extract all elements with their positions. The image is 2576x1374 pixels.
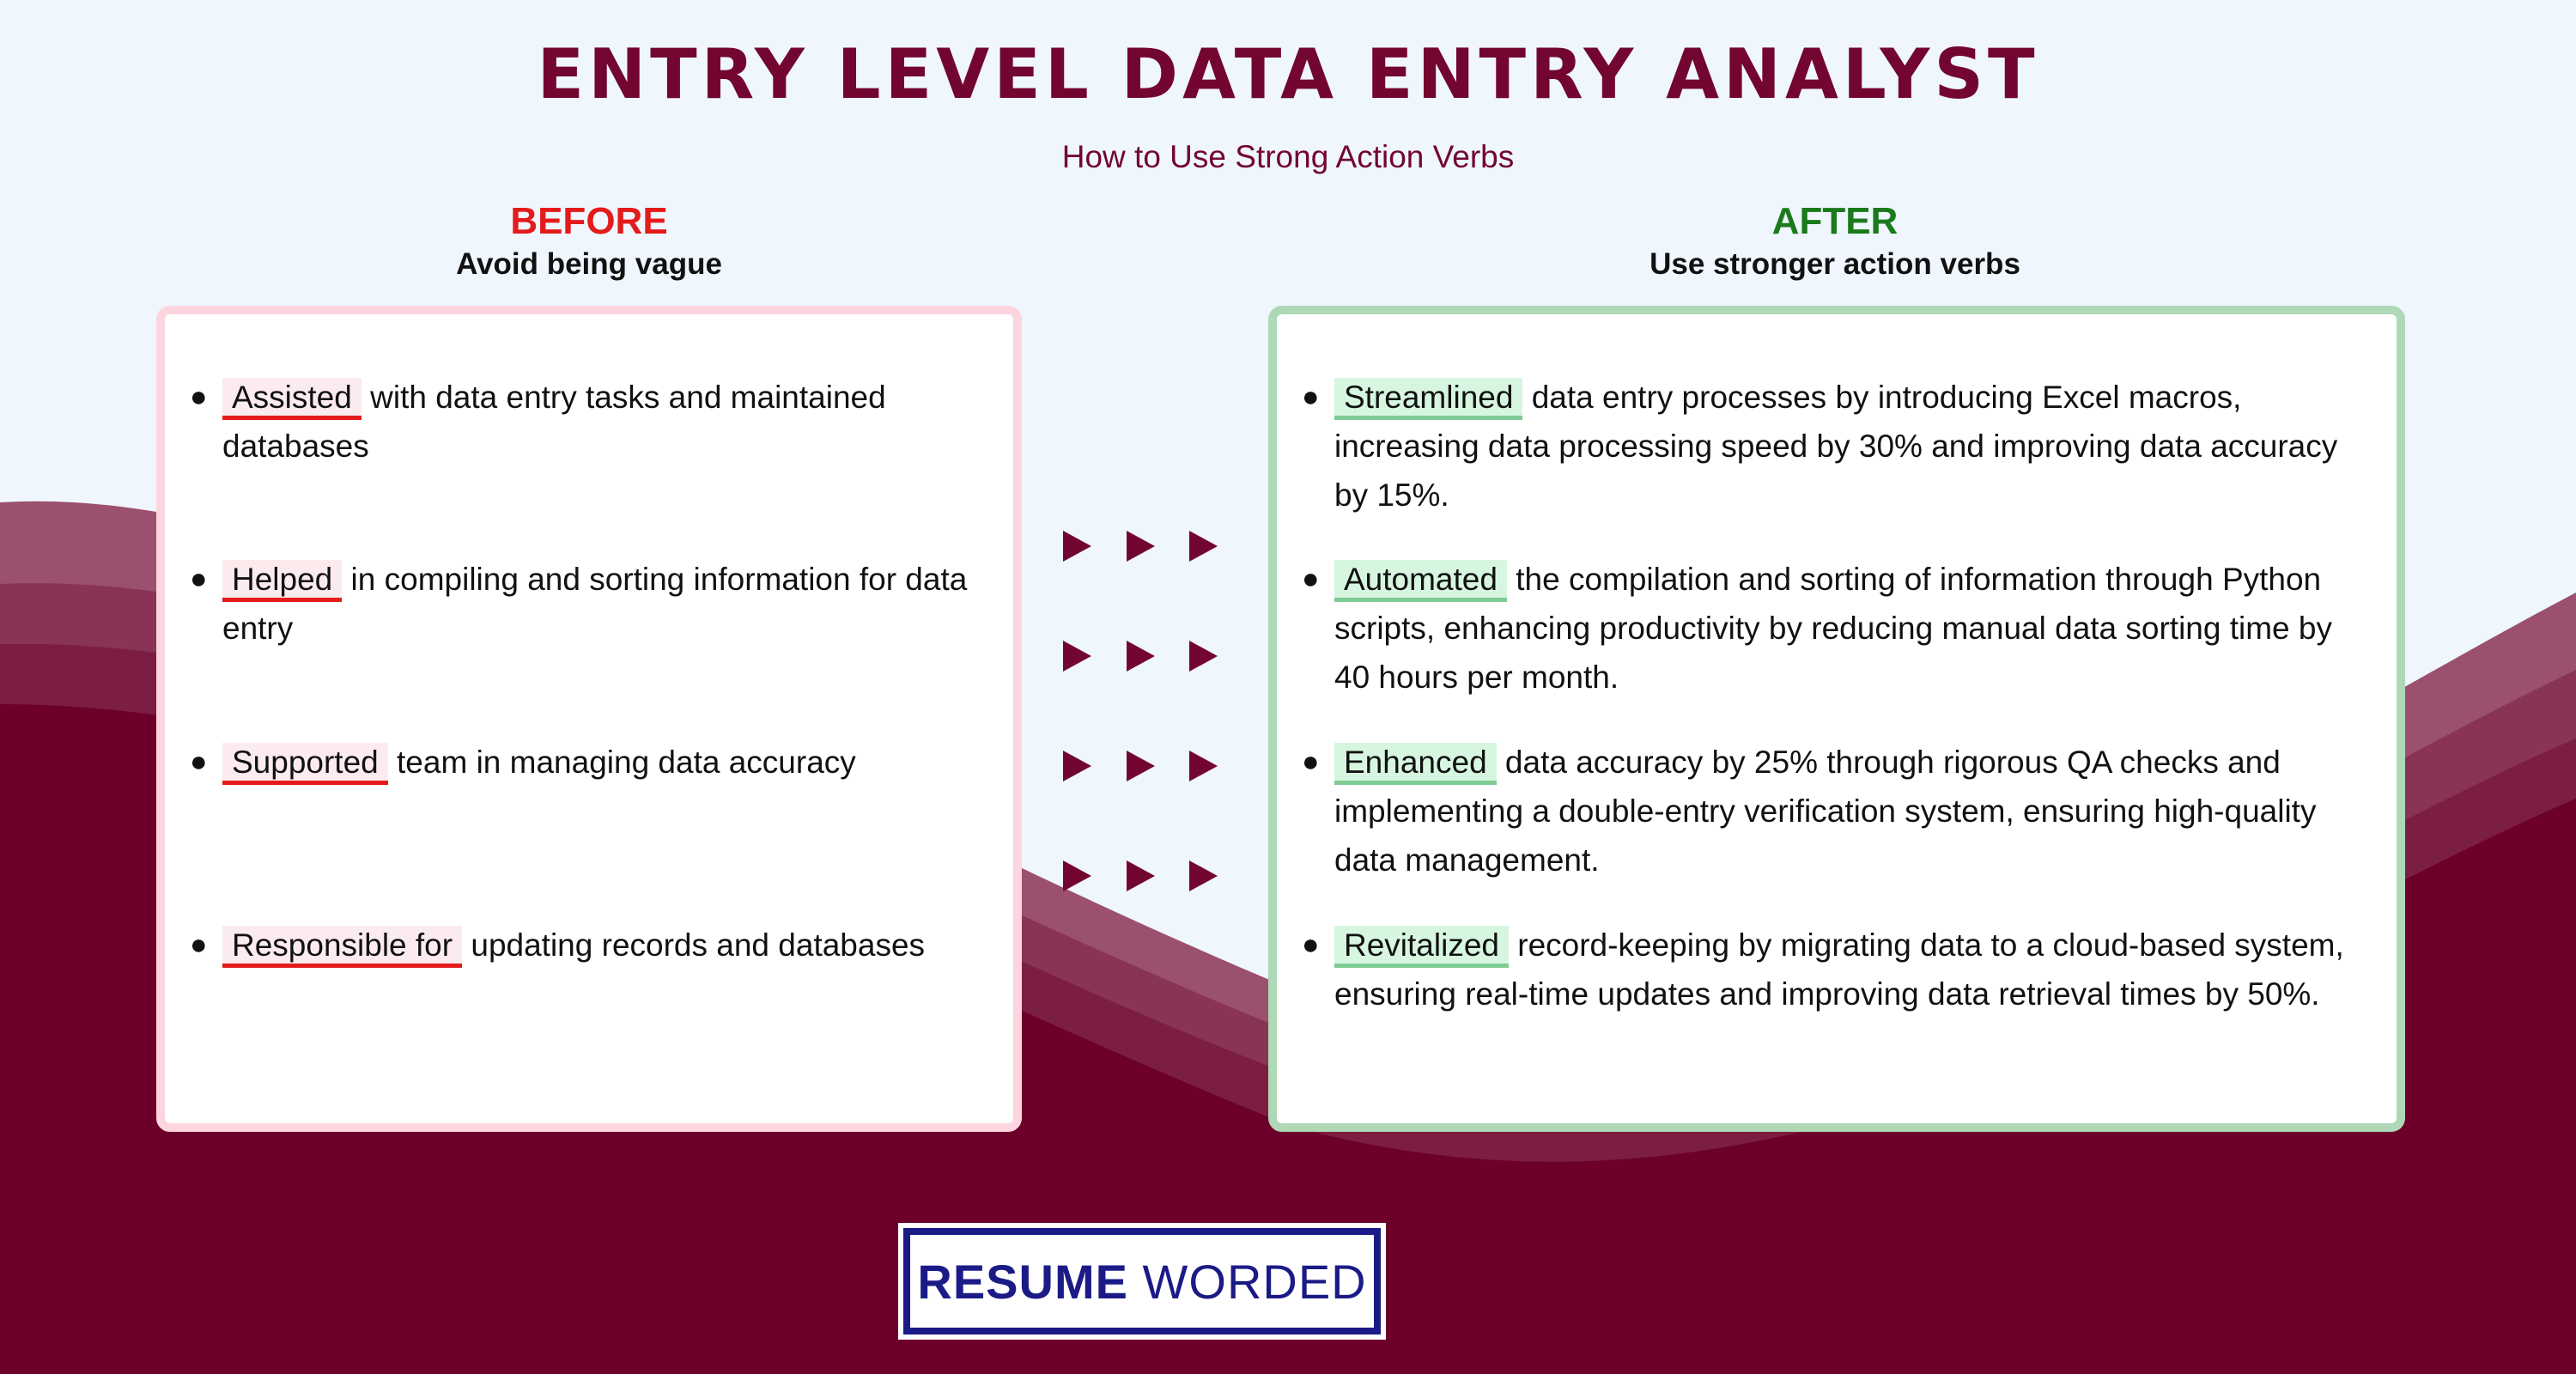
bullet-icon: ● [1302, 380, 1320, 413]
after-item [1302, 373, 2348, 520]
after-item [1302, 555, 2348, 702]
before-text: updating records and databases [462, 927, 926, 963]
resume-worded-logo [903, 1228, 1381, 1334]
after-text: data entry processes by introducing Excel macros, increasing data processing speed by 30% and improving data accuracy by 15%. [1334, 380, 2338, 513]
after-verb: Automated [1334, 560, 1507, 602]
after-verb: Enhanced [1334, 743, 1497, 785]
arrow-right-icon [1127, 531, 1155, 562]
bullet-icon: ● [190, 562, 208, 595]
arrow-right-icon [1127, 860, 1155, 891]
page-subtitle: How to Use Strong Action Verbs [1061, 139, 1515, 174]
before-text: in compiling and sorting information for data entry [222, 562, 968, 646]
arrow-right-icon [1127, 751, 1155, 781]
before-verb: Supported [222, 743, 388, 785]
arrow-right-icon [1189, 531, 1218, 562]
arrow-right-icon [1127, 641, 1155, 672]
after-text: the compilation and sorting of information through Python scripts, enhancing productivity by reducing manual data sorting time by 40 hours per month. [1334, 562, 2332, 695]
before-item [190, 555, 978, 653]
logo-bold-text: RESUME [917, 1254, 1128, 1309]
before-text: with data entry tasks and maintained databases [222, 380, 886, 464]
bullet-icon: ● [1302, 745, 1320, 778]
before-header [156, 198, 1022, 283]
arrow-group [1063, 531, 1218, 562]
after-heading: AFTER [1771, 200, 1899, 242]
before-card [156, 306, 1022, 1132]
bullet-icon: ● [190, 380, 208, 413]
after-item [1302, 738, 2348, 885]
arrow-right-icon [1189, 860, 1218, 891]
arrow-group [1063, 641, 1218, 672]
before-heading: BEFORE [510, 200, 668, 242]
after-verb: Revitalized [1334, 926, 1509, 968]
after-verb: Streamlined [1334, 378, 1522, 420]
bullet-icon: ● [1302, 928, 1320, 961]
arrow-right-icon [1063, 641, 1091, 672]
after-header [1268, 198, 2402, 283]
bullet-icon: ● [190, 928, 208, 961]
arrow-right-icon [1063, 860, 1091, 891]
arrow-right-icon [1189, 641, 1218, 672]
after-text: record-keeping by migrating data to a cloud-based system, ensuring real-time updates and improving data retrieval times by 50%. [1334, 927, 2344, 1012]
arrow-right-icon [1063, 751, 1091, 781]
arrow-right-icon [1063, 531, 1091, 562]
before-item [190, 738, 978, 787]
bullet-icon: ● [1302, 562, 1320, 595]
bullet-icon: ● [190, 745, 208, 778]
before-verb: Assisted [222, 378, 361, 420]
before-item [190, 373, 978, 471]
after-subheading: Use stronger action verbs [1649, 247, 2020, 281]
arrow-group [1063, 751, 1218, 781]
before-verb: Responsible for [222, 926, 462, 968]
before-text: team in managing data accuracy [387, 745, 856, 780]
page-title: ENTRY LEVEL DATA ENTRY ANALYST [537, 34, 2039, 114]
after-card [1268, 306, 2405, 1132]
after-item [1302, 921, 2348, 1018]
before-subheading: Avoid being vague [456, 247, 722, 281]
after-text: data accuracy by 25% through rigorous QA checks and implementing a double-entry verification system, ensuring high-quality data management. [1334, 745, 2317, 878]
before-verb: Helped [222, 560, 342, 602]
arrow-group [1063, 860, 1218, 891]
before-item [190, 921, 978, 970]
logo-regular-text: WORDED [1142, 1254, 1367, 1309]
arrow-right-icon [1189, 751, 1218, 781]
